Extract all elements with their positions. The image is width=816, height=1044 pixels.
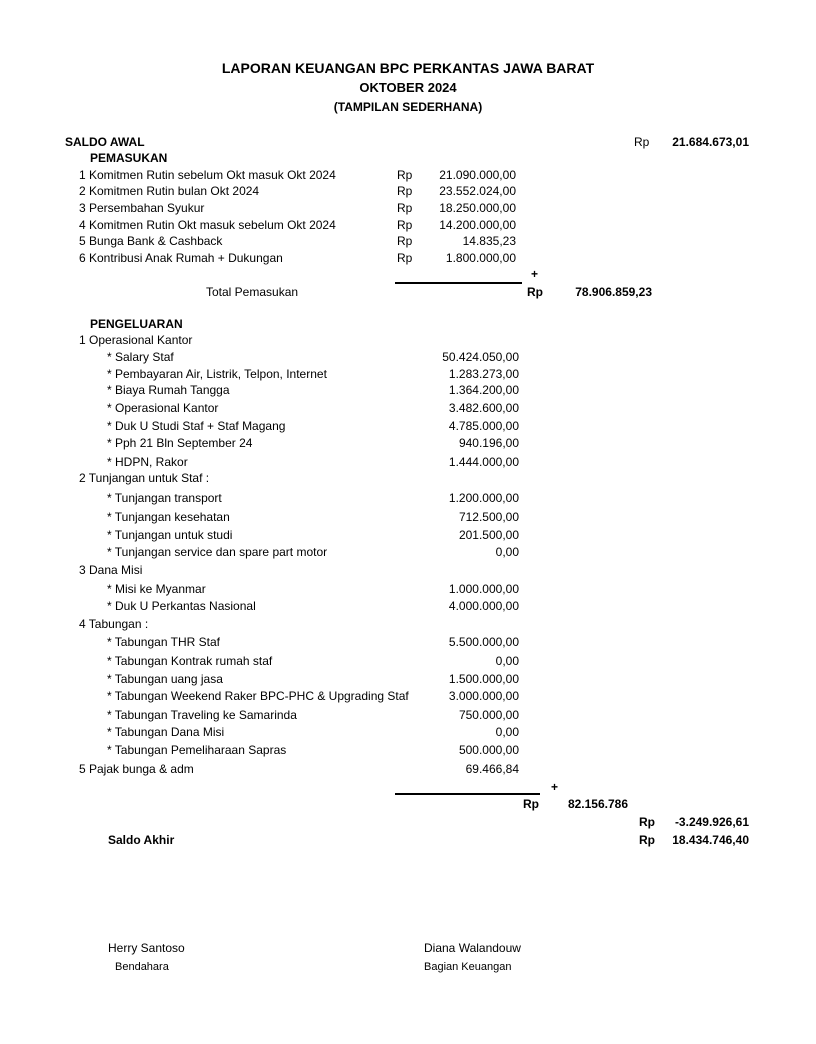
pemasukan-item-label: 6 Kontribusi Anak Rumah + Dukungan [79, 251, 283, 265]
pengeluaran-item-label: * Tabungan Traveling ke Samarinda [107, 708, 297, 722]
pajak-amount: 69.466,84 [465, 762, 519, 776]
pengeluaran-item-amount: 0,00 [495, 654, 519, 668]
pemasukan-item-amount: 23.552.024,00 [439, 184, 516, 198]
pengeluaran-group-label: 3 Dana Misi [79, 563, 143, 577]
pemasukan-item-amount: 14.835,23 [462, 234, 516, 248]
pengeluaran-item-amount: 1.283.273,00 [448, 367, 519, 381]
pengeluaran-heading: PENGELUARAN [90, 317, 183, 331]
saldo-akhir-currency: Rp [639, 833, 655, 847]
pengeluaran-item-amount: 5.500.000,00 [448, 635, 519, 649]
report-subtitle: (TAMPILAN SEDERHANA) [333, 100, 483, 114]
pemasukan-item-amount: 1.800.000,00 [445, 251, 516, 265]
pengeluaran-item-amount: 500.000,00 [458, 743, 519, 757]
pemasukan-item-label: 3 Persembahan Syukur [79, 201, 205, 215]
selisih-currency: Rp [639, 815, 655, 829]
total-pengeluaran-amount: 82.156.786 [567, 797, 628, 811]
saldo-awal-label: SALDO AWAL [65, 135, 145, 149]
pemasukan-sum-line [395, 282, 522, 284]
pengeluaran-item-label: * Duk U Perkantas Nasional [107, 599, 256, 613]
pengeluaran-group-label: 4 Tabungan : [79, 617, 149, 631]
signature-name-keuangan: Diana Walandouw [424, 941, 521, 955]
pengeluaran-item-label: * Tabungan Kontrak rumah staf [107, 654, 273, 668]
pemasukan-item-amount: 18.250.000,00 [439, 201, 516, 215]
pengeluaran-item-amount: 1.500.000,00 [448, 672, 519, 686]
pengeluaran-item-amount: 0,00 [495, 545, 519, 559]
pemasukan-plus-sign: + [531, 267, 539, 281]
pengeluaran-item-label: * Tabungan Pemeliharaan Sapras [107, 743, 287, 757]
pengeluaran-item-amount: 0,00 [495, 725, 519, 739]
pengeluaran-item-amount: 3.000.000,00 [448, 689, 519, 703]
pengeluaran-item-label: * Tunjangan service dan spare part motor [107, 545, 328, 559]
pengeluaran-group-label: 1 Operasional Kantor [79, 333, 193, 347]
pemasukan-item-currency: Rp [397, 168, 413, 182]
pengeluaran-item-label: * Salary Staf [107, 350, 174, 364]
pemasukan-item-label: 5 Bunga Bank & Cashback [79, 234, 223, 248]
report-title: LAPORAN KEUANGAN BPC PERKANTAS JAWA BARAT [221, 60, 595, 76]
total-pemasukan-currency: Rp [527, 285, 543, 299]
pengeluaran-item-label: * Pembayaran Air, Listrik, Telpon, Internet [107, 367, 327, 381]
pengeluaran-item-label: * Operasional Kantor [107, 401, 219, 415]
pengeluaran-item-label: * Tabungan uang jasa [107, 672, 223, 686]
signature-role-keuangan: Bagian Keuangan [424, 961, 512, 973]
pemasukan-item-amount: 14.200.000,00 [439, 218, 516, 232]
report-month: OKTOBER 2024 [359, 80, 457, 95]
pemasukan-item-label: 4 Komitmen Rutin Okt masuk sebelum Okt 2024 [79, 218, 336, 232]
total-pemasukan-amount: 78.906.859,23 [575, 285, 652, 299]
pengeluaran-item-label: * Biaya Rumah Tangga [107, 383, 230, 397]
pengeluaran-item-label: * Tabungan Dana Misi [107, 725, 225, 739]
pengeluaran-item-label: * Tunjangan untuk studi [107, 528, 233, 542]
pengeluaran-item-amount: 1.364.200,00 [448, 383, 519, 397]
pengeluaran-item-label: * Pph 21 Bln September 24 [107, 436, 253, 450]
pengeluaran-item-amount: 712.500,00 [458, 510, 519, 524]
pengeluaran-item-amount: 1.444.000,00 [448, 455, 519, 469]
pengeluaran-item-label: * Tunjangan kesehatan [107, 510, 230, 524]
total-pemasukan-label: Total Pemasukan [206, 285, 299, 299]
selisih-amount: -3.249.926,61 [674, 815, 749, 829]
pemasukan-item-label: 1 Komitmen Rutin sebelum Okt masuk Okt 2024 [79, 168, 336, 182]
pemasukan-item-label: 2 Komitmen Rutin bulan Okt 2024 [79, 184, 260, 198]
pengeluaran-item-amount: 750.000,00 [458, 708, 519, 722]
pengeluaran-item-amount: 4.000.000,00 [448, 599, 519, 613]
pengeluaran-group-label: 2 Tunjangan untuk Staf : [79, 471, 210, 485]
pengeluaran-item-amount: 4.785.000,00 [448, 419, 519, 433]
saldo-akhir-amount: 18.434.746,40 [672, 833, 749, 847]
pengeluaran-item-label: * Tunjangan transport [107, 491, 222, 505]
pengeluaran-item-amount: 201.500,00 [458, 528, 519, 542]
pajak-label: 5 Pajak bunga & adm [79, 762, 194, 776]
saldo-akhir-label: Saldo Akhir [108, 833, 175, 847]
pengeluaran-item-label: * Misi ke Myanmar [107, 582, 206, 596]
signature-name-bendahara: Herry Santoso [108, 941, 185, 955]
pemasukan-item-amount: 21.090.000,00 [439, 168, 516, 182]
pemasukan-item-currency: Rp [397, 234, 413, 248]
pengeluaran-item-amount: 50.424.050,00 [442, 350, 519, 364]
pengeluaran-item-amount: 1.200.000,00 [448, 491, 519, 505]
pengeluaran-item-amount: 940.196,00 [458, 436, 519, 450]
saldo-awal-currency: Rp [634, 135, 650, 149]
pengeluaran-item-label: * HDPN, Rakor [107, 455, 188, 469]
pemasukan-item-currency: Rp [397, 251, 413, 265]
pengeluaran-plus-sign: + [551, 780, 559, 794]
pemasukan-heading: PEMASUKAN [90, 151, 168, 165]
pemasukan-item-currency: Rp [397, 201, 413, 215]
pengeluaran-item-label: * Duk U Studi Staf + Staf Magang [107, 419, 286, 433]
signature-role-bendahara: Bendahara [115, 961, 169, 973]
pengeluaran-item-amount: 1.000.000,00 [448, 582, 519, 596]
pemasukan-item-currency: Rp [397, 218, 413, 232]
pengeluaran-sum-line [395, 793, 540, 795]
pengeluaran-item-amount: 3.482.600,00 [448, 401, 519, 415]
pengeluaran-item-label: * Tabungan THR Staf [107, 635, 220, 649]
saldo-awal-amount: 21.684.673,01 [672, 135, 749, 149]
pemasukan-item-currency: Rp [397, 184, 413, 198]
total-pengeluaran-currency: Rp [523, 797, 539, 811]
pengeluaran-item-label: * Tabungan Weekend Raker BPC-PHC & Upgrading Staf [107, 689, 409, 703]
